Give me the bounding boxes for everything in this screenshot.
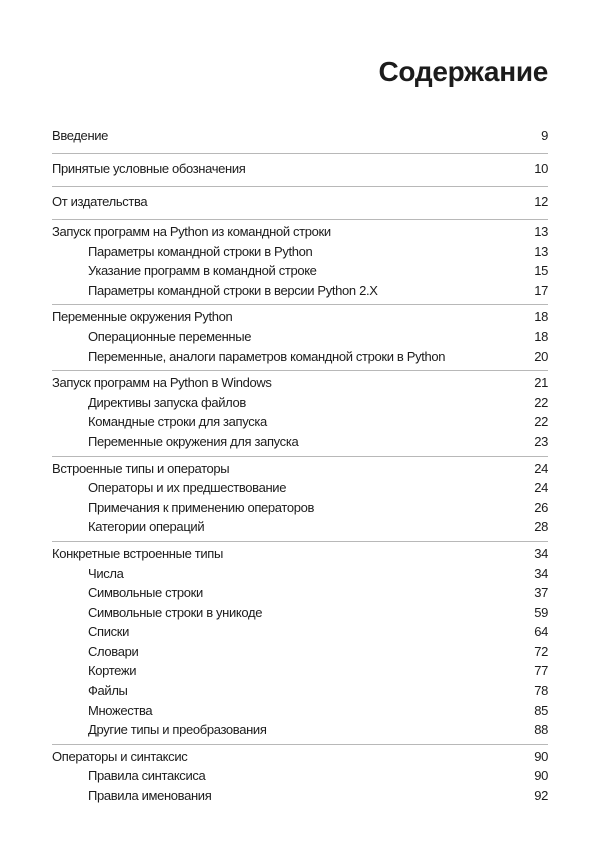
toc-subsection[interactable] (52, 498, 548, 518)
toc-subsection[interactable] (52, 281, 548, 301)
toc-subsection-page-number: 90 (534, 768, 548, 784)
toc-section (52, 304, 548, 370)
toc-subsection-title: Указание программ в командной строке (88, 263, 317, 279)
toc-subsection[interactable] (52, 517, 548, 537)
toc-subsection[interactable] (52, 622, 548, 642)
toc-subsection[interactable] (52, 583, 548, 603)
toc-chapter-title: Встроенные типы и операторы (52, 460, 230, 476)
toc-chapter-title: Конкретные встроенные типы (52, 545, 223, 561)
toc-subsection[interactable] (52, 432, 548, 452)
toc-subsection-title: Категории операций (88, 519, 205, 535)
toc-subsection-title: Словари (88, 643, 139, 659)
toc-subsection-title: Множества (88, 702, 153, 718)
toc-chapter-page-number: 34 (534, 545, 548, 561)
toc-subsection-page-number: 77 (534, 663, 548, 679)
toc-subsection-title: Операционные переменные (88, 328, 252, 344)
toc-subsection-title: Кортежи (88, 663, 137, 679)
toc-chapter[interactable] (52, 156, 548, 182)
toc-subsection-title: Файлы (88, 683, 128, 699)
toc-chapter[interactable] (52, 307, 548, 327)
toc-section (52, 541, 548, 744)
toc-subsection[interactable] (52, 661, 548, 681)
toc-subsection[interactable] (52, 412, 548, 432)
toc-subsection-title: Параметры командной строки в Python (88, 243, 313, 259)
toc-subsection[interactable] (52, 681, 548, 701)
toc-chapter-title: От издательства (52, 194, 148, 209)
toc-subsection-title: Командные строки для запуска (88, 414, 267, 430)
toc-section (52, 121, 548, 153)
toc-subsection-title: Символьные строки в уникоде (88, 604, 263, 620)
toc-subsection-page-number: 13 (534, 243, 548, 259)
toc-subsection-page-number: 24 (534, 480, 548, 496)
toc-chapter[interactable] (52, 373, 548, 393)
toc-subsection-page-number: 20 (534, 348, 548, 364)
toc-subsection[interactable] (52, 327, 548, 347)
toc-subsection[interactable] (52, 786, 548, 806)
toc-subsection-title: Символьные строки (88, 585, 203, 601)
toc-subsection[interactable] (52, 720, 548, 740)
toc-subsection[interactable] (52, 766, 548, 786)
toc-subsection[interactable] (52, 603, 548, 623)
toc-section (52, 456, 548, 541)
toc-subsection-page-number: 22 (534, 414, 548, 430)
toc-subsection-page-number: 15 (534, 263, 548, 279)
toc-section (52, 219, 548, 304)
toc-section (52, 744, 548, 810)
toc-subsection[interactable] (52, 393, 548, 413)
toc-subsection[interactable] (52, 564, 548, 584)
toc-subsection-page-number: 22 (534, 394, 548, 410)
toc-subsection-page-number: 88 (534, 722, 548, 738)
toc-subsection-title: Числа (88, 565, 124, 581)
toc-subsection[interactable] (52, 242, 548, 262)
toc-chapter[interactable] (52, 222, 548, 242)
toc-chapter[interactable] (52, 459, 548, 479)
toc-subsection-page-number: 59 (534, 604, 548, 620)
toc-chapter[interactable] (52, 544, 548, 564)
toc-chapter-page-number: 12 (534, 194, 548, 209)
toc-section (52, 370, 548, 455)
toc-chapter[interactable] (52, 747, 548, 767)
toc-subsection-page-number: 85 (534, 702, 548, 718)
toc-subsection-page-number: 72 (534, 643, 548, 659)
toc-subsection-page-number: 34 (534, 565, 548, 581)
toc-section (52, 153, 548, 186)
toc-chapter-title: Запуск программ на Python в Windows (52, 375, 272, 391)
toc-subsection[interactable] (52, 642, 548, 662)
toc-subsection-title: Правила именования (88, 788, 212, 804)
toc-subsection-page-number: 17 (534, 282, 548, 298)
toc-subsection-page-number: 64 (534, 624, 548, 640)
toc-subsection-page-number: 23 (534, 433, 548, 449)
toc-chapter-page-number: 10 (534, 161, 548, 176)
toc-chapter-page-number: 18 (534, 309, 548, 325)
toc-subsection-title: Другие типы и преобразования (88, 722, 267, 738)
toc-subsection-title: Примечания к применению операторов (88, 499, 315, 515)
toc-subsection-page-number: 26 (534, 499, 548, 515)
toc-subsection-page-number: 37 (534, 585, 548, 601)
toc-subsection-title: Переменные окружения для запуска (88, 433, 299, 449)
table-of-contents (52, 121, 548, 810)
toc-subsection-page-number: 18 (534, 328, 548, 344)
toc-chapter-title: Запуск программ на Python из командной строки (52, 224, 331, 239)
page-title: Содержание (378, 56, 548, 87)
toc-chapter-title: Введение (52, 128, 109, 143)
toc-subsection-title: Правила синтаксиса (88, 768, 206, 784)
toc-chapter-page-number: 13 (534, 224, 548, 239)
toc-chapter-page-number: 24 (534, 460, 548, 476)
toc-subsection[interactable] (52, 347, 548, 367)
toc-subsection-title: Директивы запуска файлов (88, 394, 246, 410)
toc-subsection-title: Операторы и их предшествование (88, 480, 287, 496)
toc-chapter-page-number: 90 (534, 748, 548, 764)
toc-subsection[interactable] (52, 261, 548, 281)
toc-subsection-title: Списки (88, 624, 130, 640)
toc-subsection-page-number: 78 (534, 683, 548, 699)
toc-subsection-title: Переменные, аналоги параметров командной строки в Python (88, 348, 446, 364)
toc-chapter-title: Переменные окружения Python (52, 309, 233, 325)
toc-subsection[interactable] (52, 478, 548, 498)
toc-chapter-page-number: 21 (534, 375, 548, 391)
toc-subsection-page-number: 28 (534, 519, 548, 535)
toc-chapter-title: Операторы и синтаксис (52, 748, 188, 764)
toc-chapter[interactable] (52, 123, 548, 149)
toc-section (52, 186, 548, 219)
toc-chapter[interactable] (52, 189, 548, 215)
toc-subsection-title: Параметры командной строки в версии Python 2.X (88, 282, 378, 298)
toc-chapter-title: Принятые условные обозначения (52, 161, 246, 176)
toc-chapter-page-number: 9 (541, 128, 548, 143)
toc-subsection[interactable] (52, 701, 548, 721)
toc-subsection-page-number: 92 (534, 788, 548, 804)
